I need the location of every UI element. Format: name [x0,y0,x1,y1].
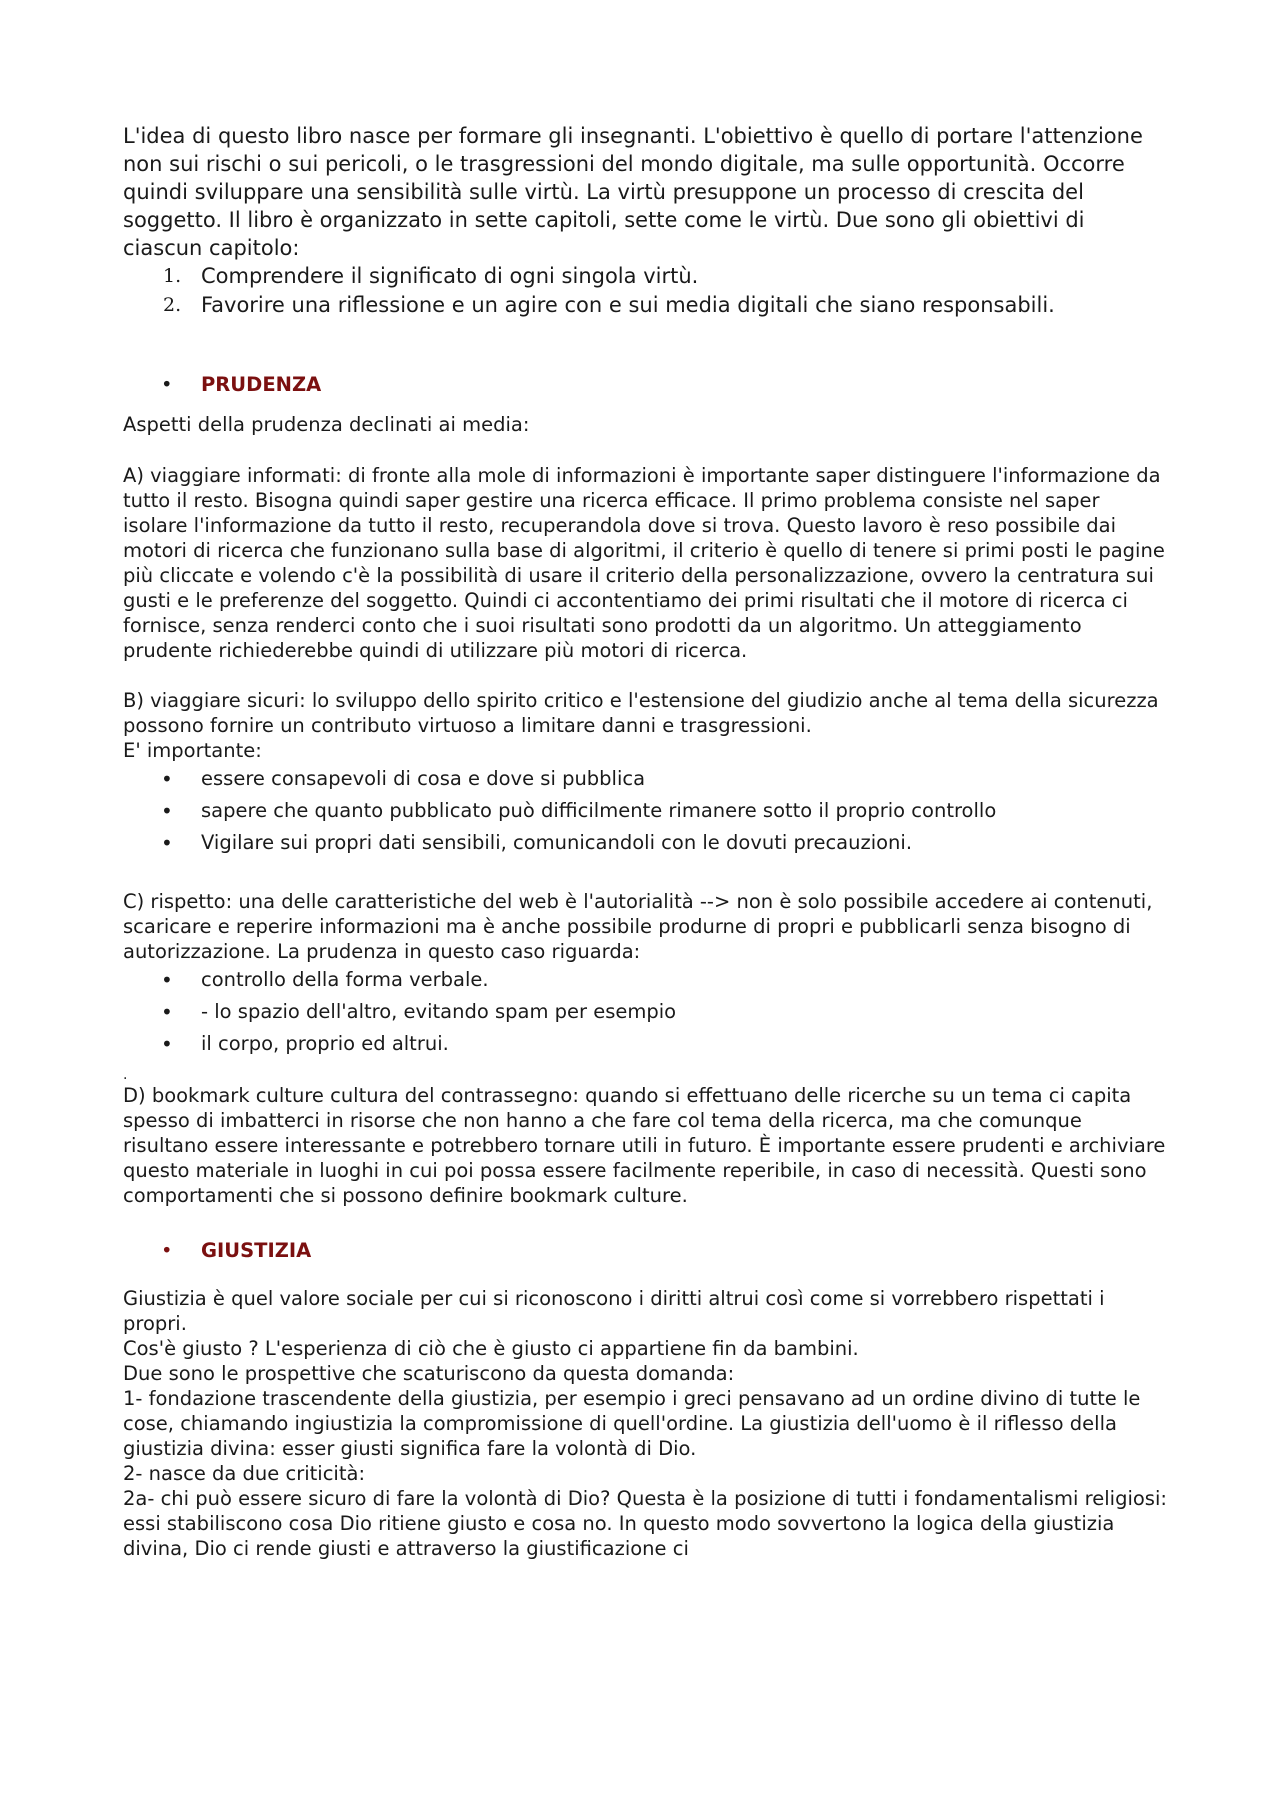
bullet-icon: • [161,968,173,992]
list-item: • il corpo, proprio ed altrui. [123,1028,1168,1060]
objective-text: Comprendere il significato di ogni singola virtù. [201,264,699,288]
giustizia-line: Giustizia è quel valore sociale per cui si riconoscono i diritti altrui così come si vorrebbero rispettati i propri. [123,1287,1105,1335]
bullet-icon: • [161,799,173,823]
prudenza-subtitle: Aspetti della prudenza declinati ai media: [123,413,530,436]
objective-number: 1. [163,265,182,287]
document-body [123,122,1168,1561]
prudenza-section-d: D) bookmark culture cultura del contrassegno: quando si effettuano delle ricerche su un tema ci capita spesso di imbatterci in risorse che non hanno a che fare col tema della ricerca, ma che comunque risultano essere interessante e potrebbero tornare utili in futuro. È importante essere prudenti e archiviare questo materiale in luoghi in cui poi possa essere facilmente reperibile, in caso di necessità. Questi sono comportamenti che si possono definire bookmark culture. [123,1084,1166,1207]
list-item: • sapere che quanto pubblicato può difficilmente rimanere sotto il proprio controllo [123,795,1168,827]
bullet-icon: • [161,1032,173,1056]
section-b-list [123,763,1168,859]
bullet-icon: • [161,373,173,396]
intro-paragraph: L'idea di questo libro nasce per formare gli insegnanti. L'obiettivo è quello di portare l'attenzione non sui rischi o sui pericoli, o le trasgressioni del mondo digitale, ma sulle opportunità. Occorre quindi sviluppare una sensibilità sulle virtù. La virtù presuppone un processo di crescita del soggetto. Il libro è organizzato in sette capitoli, sette come le virtù. Due sono gli obiettivi di ciascun capitolo: [123,124,1143,260]
list-item: • controllo della forma verbale. [123,964,1168,996]
giustizia-line: 2a- chi può essere sicuro di fare la volontà di Dio? Questa è la posizione di tutti i fondamentalismi religiosi: essi stabiliscono cosa Dio ritiene giusto e cosa no. In questo modo sovvertono la logica della giustizia divina, Dio ci rende giusti e attraverso la giustificazione ci [123,1487,1167,1560]
section-title: PRUDENZA [201,373,322,396]
section-heading-giustizia [123,1238,1168,1264]
giustizia-line: 1- fondazione trascendente della giustizia, per esempio i greci pensavano ad un ordine divino di tutte le cose, chiamando ingiustizia la compromissione di quell'ordine. La giustizia dell'uomo è il riflesso della giustizia divina: esser giusti significa fare la volontà di Dio. [123,1387,1141,1460]
bullet-icon: • [161,1000,173,1024]
prudenza-section-b-lead: E' importante: [123,739,262,762]
bullet-icon: • [161,831,173,855]
objective-item [123,262,1168,291]
giustizia-line: Due sono le prospettive che scaturiscono da questa domanda: [123,1362,735,1385]
list-item: • Vigilare sui propri dati sensibili, comunicandoli con le dovuti precauzioni. [123,827,1168,859]
prudenza-section-c: C) rispetto: una delle caratteristiche del web è l'autorialità --> non è solo possibile accedere ai contenuti, scaricare e reperire informazioni ma è anche possibile produrne di propri e pubblicarli senza bisogno di autorizzazione. La prudenza in questo caso riguarda: [123,890,1153,963]
prudenza-section-b: B) viaggiare sicuri: lo sviluppo dello spirito critico e l'estensione del giudizio anche al tema della sicurezza possono fornire un contributo virtuoso a limitare danni e trasgressioni. [123,689,1159,737]
section-title: GIUSTIZIA [201,1239,312,1262]
stray-mark: . [123,1067,128,1083]
list-item: • essere consapevoli di cosa e dove si pubblica [123,763,1168,795]
prudenza-section-a: A) viaggiare informati: di fronte alla mole di informazioni è importante saper distinguere l'informazione da tutto il resto. Bisogna quindi saper gestire una ricerca efficace. Il primo problema consiste nel saper isolare l'informazione da tutto il resto, recuperandola dove si trova. Questo lavoro è reso possibile dai motori di ricerca che funzionano sulla base di algoritmi, il criterio è quello di tenere si primi posti le pagine più cliccate e volendo c'è la possibilità di usare il criterio della personalizzazione, ovvero la centratura sui gusti e le preferenze del soggetto. Quindi ci accontentiamo dei primi risultati che il motore di ricerca ci fornisce, senza renderci conto che i suoi risultati sono prodotti da un algoritmo. Un atteggiamento prudente richiederebbe quindi di utilizzare più motori di ricerca. [123,464,1165,662]
objective-number: 2. [163,294,182,316]
section-heading-prudenza [123,372,1168,398]
objectives-list [123,262,1168,320]
objective-item [123,291,1168,320]
list-item: • - lo spazio dell'altro, evitando spam per esempio [123,996,1168,1028]
giustizia-line: 2- nasce da due criticità: [123,1462,366,1485]
giustizia-line: Cos'è giusto ? L'esperienza di ciò che è giusto ci appartiene fin da bambini. [123,1337,859,1360]
section-c-list [123,964,1168,1060]
bullet-icon: • [161,1239,173,1262]
bullet-icon: • [161,767,173,791]
objective-text: Favorire una riflessione e un agire con e sui media digitali che siano responsabili. [201,293,1055,317]
